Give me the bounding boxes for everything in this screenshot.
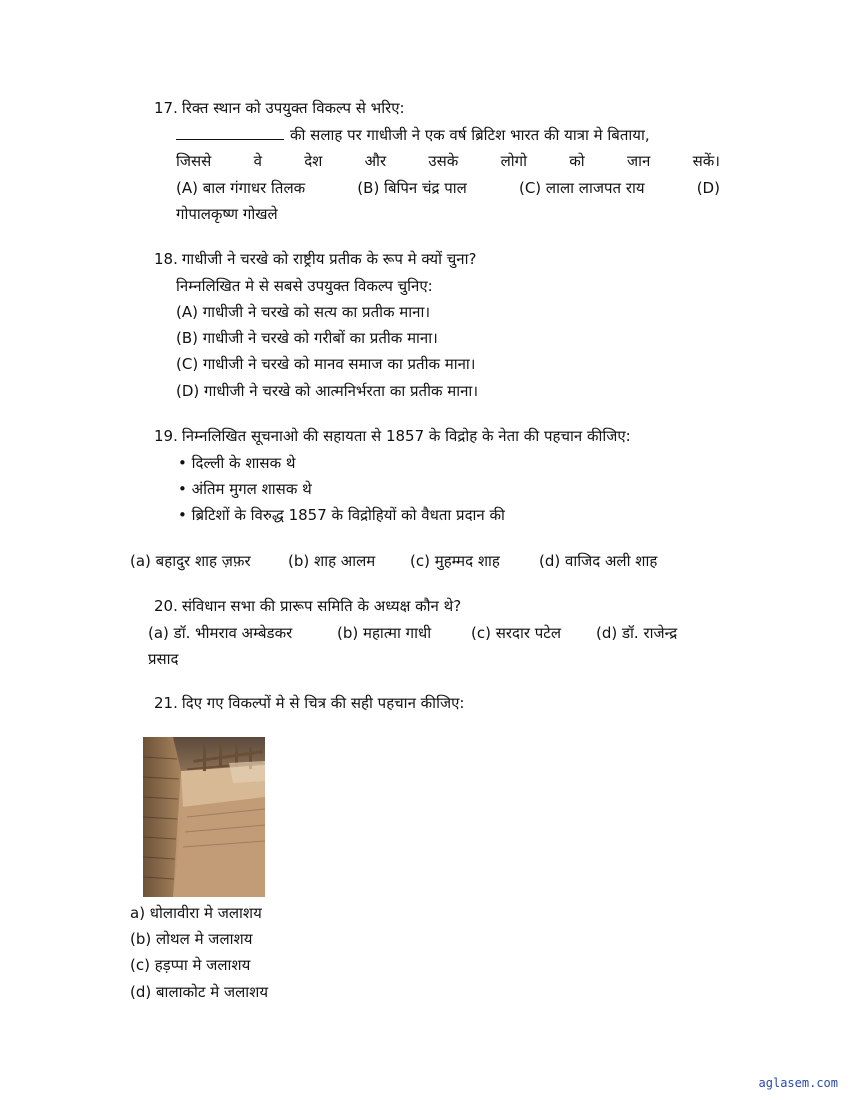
q17-option-a: (A) बाल गंगाधर तिलक [176, 179, 306, 197]
q18-instruction: निम्नलिखित मे से सबसे उपयुक्त विकल्प चुनिए: [176, 277, 433, 295]
q21-line1 [154, 692, 464, 714]
q21-option-d: (d) बालाकोट मे जलाशय [130, 983, 269, 1001]
q17-line2 [176, 124, 650, 146]
q18-line1 [154, 248, 476, 270]
q17-option-b: (B) बिपिन चंद्र पाल [357, 179, 467, 197]
q19-option-b: (b) शाह आलम [288, 552, 376, 570]
q18-question: गाधीजी ने चरखे को राष्ट्रीय प्रतीक के रूप मे क्यों चुना? [181, 250, 477, 268]
q20-options [148, 622, 677, 644]
q17-question: रिक्त स्थान को उपयुक्त विकल्प से भरिए: [181, 99, 405, 117]
q19-question: निम्नलिखित सूचनाओ की सहायता से 1857 के विद्रोह के नेता की पहचान कीजिए: [181, 427, 631, 445]
q17-blank [176, 125, 284, 140]
q18-number: 18. [154, 250, 178, 268]
q17-option-c: (C) लाला लाजपत राय [518, 179, 645, 197]
reservoir-photo [143, 737, 265, 897]
q20-option-d-cont: प्रसाद [148, 650, 179, 668]
q17-word: को [569, 152, 585, 170]
q17-word: उसके [428, 152, 459, 170]
q17-number: 17. [154, 99, 178, 117]
q19-option-d: (d) वाजिद अली शाह [539, 552, 658, 570]
q17-word: और [364, 152, 387, 170]
q17-sentence: की सलाह पर गाधीजी ने एक वर्ष ब्रिटिश भारत की यात्रा मे बिताया, [290, 126, 650, 144]
q21-option-a: a) धोलावीरा मे जलाशय [130, 904, 262, 922]
q21-question: दिए गए विकल्पों मे से चित्र की सही पहचान कीजिए: [181, 694, 465, 712]
q17-word: लोगो [500, 152, 527, 170]
q19-bullet-1: • दिल्ली के शासक थे [178, 454, 296, 472]
q17-word: सकें। [692, 152, 720, 170]
q20-question: संविधान सभा की प्रारूप समिति के अध्यक्ष कौन थे? [181, 597, 462, 615]
q18-option-a: (A) गाधीजी ने चरखे को सत्य का प्रतीक माना। [176, 303, 431, 321]
q19-option-c: (c) मुहम्मद शाह [410, 552, 500, 570]
q18-option-d: (D) गाधीजी ने चरखे को आत्मनिर्भरता का प्रतीक माना। [176, 382, 479, 400]
q17-word: वे [253, 152, 262, 170]
q17-line3 [176, 150, 720, 172]
q17-option-d-label: (D) [696, 179, 720, 197]
footer-site-link[interactable]: aglasem.com [758, 1076, 838, 1090]
q17-line1 [154, 97, 405, 119]
q20-number: 20. [154, 597, 178, 615]
q20-option-d: (d) डॉ. राजेन्द्र [596, 624, 678, 642]
q21-number: 21. [154, 694, 178, 712]
q20-option-a: (a) डॉ. भीमराव अम्बेडकर [148, 624, 293, 642]
q20-option-c: (c) सरदार पटेल [471, 624, 561, 642]
q21-option-c: (c) हड़प्पा मे जलाशय [130, 956, 251, 974]
q17-word: देश [304, 152, 323, 170]
q18-option-c: (C) गाधीजी ने चरखे को मानव समाज का प्रतीक माना। [176, 355, 476, 373]
q20-option-b: (b) महात्मा गाधी [337, 624, 432, 642]
q17-word: जान [626, 152, 651, 170]
reservoir-photo-graphic [143, 737, 265, 897]
q17-word: जिससे [176, 152, 212, 170]
q19-line1 [154, 425, 631, 447]
q19-options [130, 550, 657, 572]
q19-number: 19. [154, 427, 178, 445]
q18-option-b: (B) गाधीजी ने चरखे को गरीबों का प्रतीक माना। [176, 329, 438, 347]
q17-option-d: गोपालकृष्ण गोखले [176, 205, 278, 223]
q17-options [176, 177, 720, 199]
q19-bullet-3: • ब्रिटिशों के विरुद्ध 1857 के विद्रोहियों को वैधता प्रदान की [178, 506, 505, 524]
q19-bullet-2: • अंतिम मुगल शासक थे [178, 480, 312, 498]
q20-line1 [154, 595, 461, 617]
q21-option-b: (b) लोथल मे जलाशय [130, 930, 253, 948]
q19-option-a: (a) बहादुर शाह ज़फ़र [130, 552, 251, 570]
